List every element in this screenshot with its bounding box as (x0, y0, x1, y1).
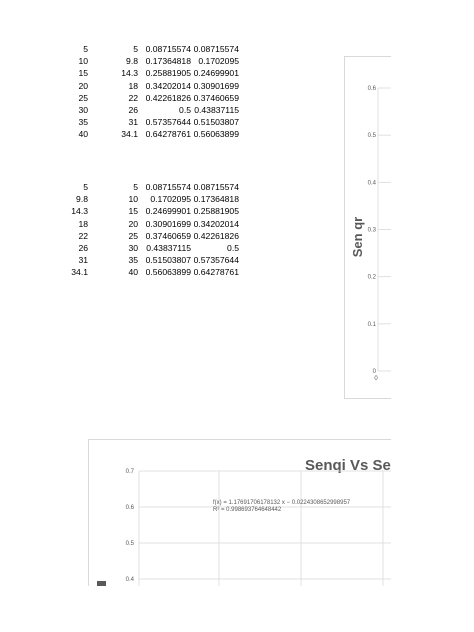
table-cell: 0.25881905 (193, 206, 239, 217)
table-row (0, 266, 250, 278)
table-cell: 25 (78, 92, 88, 103)
table-cell: 0.57357644 (193, 255, 239, 266)
chart1-ytick: 0.6 (367, 86, 376, 92)
table-cell: 0.30901699 (193, 80, 239, 91)
table-row (0, 116, 250, 128)
table-row (0, 230, 250, 242)
table-cell: 0.37460659 (193, 92, 239, 103)
table-row (0, 254, 250, 266)
table-cell: 0.64278761 (145, 129, 191, 140)
table-cell: 18 (78, 218, 88, 229)
table-row (0, 43, 250, 55)
table-cell: 14.3 (121, 68, 138, 79)
trendline-equation: f(x) = 1.17691706178132 x − 0.0224308652998957 (213, 500, 351, 506)
table-cell: 0.1702095 (150, 194, 191, 205)
table-cell: 0.30901699 (145, 218, 191, 229)
table-cell: 15 (78, 68, 88, 79)
table-row (0, 205, 250, 217)
chart2-ytick: 0.4 (125, 577, 134, 583)
table-cell: 14.3 (71, 206, 88, 217)
table-cell: 0.34202014 (145, 80, 191, 91)
table-cell: 0.57357644 (145, 117, 191, 128)
table-cell: 20 (128, 218, 138, 229)
chart-senqi-vs-se-svg (89, 440, 391, 586)
table-row (0, 92, 250, 104)
table-cell: 5 (133, 44, 138, 54)
table-cell: 0.1702095 (198, 56, 239, 67)
chart2-ylabel-fragment (97, 581, 106, 586)
table-cell: 40 (78, 129, 88, 140)
table-cell: 34.1 (121, 129, 138, 140)
table-cell: 9.8 (126, 56, 138, 67)
table-cell: 35 (128, 255, 138, 266)
table-row (0, 128, 250, 140)
table-cell: 0.24699901 (193, 68, 239, 79)
chart1-ytick: 0.5 (367, 133, 376, 140)
chart1-xtick-0: 0 (374, 376, 378, 382)
table-cell: 0.42261826 (193, 230, 239, 241)
table-cell: 5 (83, 44, 88, 54)
table-cell: 0.43837115 (194, 105, 239, 115)
table-cell: 0.24699901 (145, 206, 191, 217)
table-row (0, 104, 250, 116)
chart1-ytick: 0 (372, 369, 376, 375)
table-cell: 5 (83, 182, 88, 192)
table-cell: 0.34202014 (193, 218, 239, 229)
table-cell: 0.51503807 (145, 255, 191, 266)
chart-senqi-vs-se (88, 439, 391, 586)
table-cell: 18 (128, 80, 138, 91)
table-row (0, 193, 250, 205)
table-cell: 0.42261826 (145, 92, 191, 103)
table-cell: 0.51503807 (193, 117, 239, 128)
chart-sen-qr-svg (345, 57, 391, 398)
table-cell: 0.5 (179, 105, 191, 115)
table-cell: 0.37460659 (145, 230, 191, 241)
table-cell: 31 (78, 255, 88, 266)
table-cell: 0.5 (227, 243, 239, 253)
chart1-ytick: 0.3 (367, 227, 376, 234)
table-row (0, 218, 250, 230)
table-cell: 10 (128, 194, 138, 205)
table-cell: 0.43837115 (146, 243, 191, 253)
table-cell: 25 (128, 230, 138, 241)
chart-sen-qr (344, 56, 391, 399)
table-cell: 22 (128, 92, 138, 103)
table-cell: 40 (128, 267, 138, 278)
table-cell: 10 (78, 56, 88, 67)
table-cell: 0.08715574 (193, 182, 239, 192)
chart2-title: Senqi Vs Se (305, 457, 391, 474)
table-cell: 35 (78, 117, 88, 128)
table-row (0, 242, 250, 254)
table-cell: 0.17364818 (145, 56, 191, 67)
chart2-ytick: 0.6 (125, 505, 134, 511)
table-cell: 22 (78, 230, 88, 241)
table-cell: 0.17364818 (193, 194, 239, 205)
table-cell: 30 (128, 243, 138, 253)
table-cell: 0.08715574 (145, 182, 191, 192)
table-cell: 26 (128, 105, 138, 115)
table-cell: 0.64278761 (193, 267, 239, 278)
chart2-ytick: 0.7 (125, 469, 134, 475)
table-cell: 0.25881905 (145, 68, 191, 79)
table-cell: 20 (78, 80, 88, 91)
table-cell: 34.1 (71, 267, 88, 278)
table-cell: 5 (133, 182, 138, 192)
chart2-ytick: 0.5 (125, 541, 134, 547)
table-cell: 9.8 (76, 194, 88, 205)
table-cell: 0.56063899 (145, 267, 191, 278)
table-row (0, 80, 250, 92)
table-cell: 0.08715574 (193, 44, 239, 54)
trendline-r-squared: R² = 0.998693764648442 (213, 507, 282, 513)
table-cell: 31 (128, 117, 138, 128)
table-cell: 15 (128, 206, 138, 217)
chart1-ylabel: Sen qr (350, 216, 365, 258)
table-cell: 0.08715574 (145, 44, 191, 54)
table-cell: 26 (78, 243, 88, 253)
table-row (0, 67, 250, 79)
chart1-ytick: 0.1 (367, 321, 376, 328)
table-cell: 0.56063899 (193, 129, 239, 140)
table-cell: 30 (78, 105, 88, 115)
table-row (0, 55, 250, 67)
chart1-ytick: 0.4 (367, 180, 376, 187)
table-row (0, 181, 250, 193)
chart1-ytick: 0.2 (367, 274, 376, 281)
